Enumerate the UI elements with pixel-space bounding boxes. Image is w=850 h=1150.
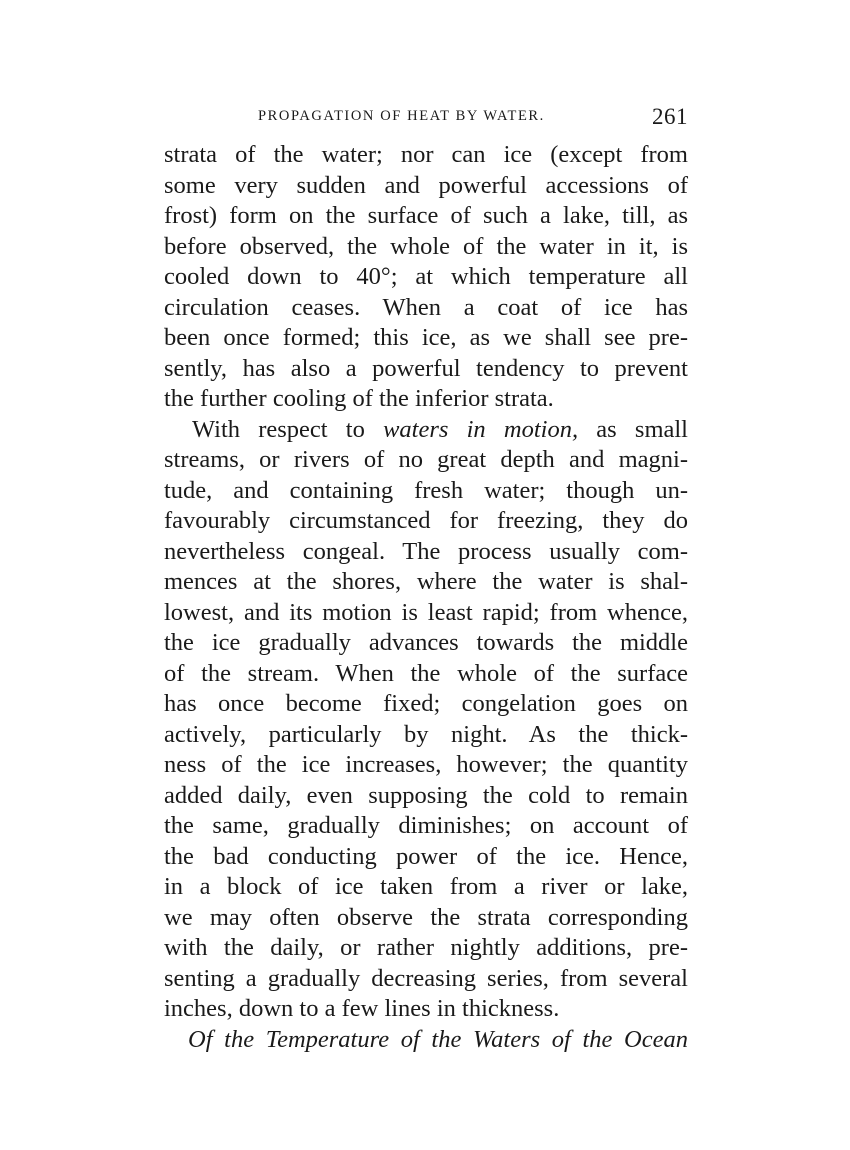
- text-line: the further cooling of the inferior strata.: [164, 385, 554, 412]
- text-line: the ice gradually advances towards the middle: [164, 629, 688, 656]
- text-line: mences at the shores, where the water is shal-: [164, 568, 688, 595]
- text-line: has once become fixed; congelation goes on: [164, 690, 688, 717]
- text-line: of the stream. When the whole of the surface: [164, 659, 688, 687]
- text-line: cooled down to 40°; at which temperature all: [164, 263, 688, 290]
- text-line: the bad conducting power of the ice. Hence,: [164, 842, 688, 870]
- paragraph-1: [164, 140, 688, 415]
- paragraph-2: [164, 415, 688, 1025]
- text-line: the same, gradually diminishes; on account of: [164, 812, 688, 839]
- text-line: actively, particularly by night. As the thick-: [164, 720, 688, 748]
- text-line: lowest, and its motion is least rapid; from whence,: [164, 598, 688, 626]
- text-line: inches, down to a few lines in thickness.: [164, 995, 560, 1022]
- text-run: as small: [578, 415, 688, 443]
- body-text: [164, 140, 688, 1055]
- text-line: with the daily, or rather nightly additions, pre-: [164, 934, 688, 961]
- text-line: in a block of ice taken from a river or lake,: [164, 873, 688, 900]
- text-line: tude, and containing fresh water; though un-: [164, 476, 688, 504]
- text-line: before observed, the whole of the water in it, is: [164, 232, 688, 260]
- text-line: nevertheless congeal. The process usually com-: [164, 537, 688, 565]
- text-line-first: [164, 415, 688, 446]
- section-heading: Of the Temperature of the Waters of the Ocean: [188, 1025, 688, 1053]
- text-line: some very sudden and powerful accessions of: [164, 171, 688, 199]
- text-line: added daily, even supposing the cold to remain: [164, 781, 688, 809]
- text-line: ness of the ice increases, however; the quantity: [164, 751, 688, 778]
- text-line: frost) form on the surface of such a lake, till, as: [164, 202, 688, 229]
- text-run: With respect to: [192, 415, 384, 443]
- text-line: strata of the water; nor can ice (except from: [164, 141, 688, 168]
- running-head: [258, 104, 688, 130]
- emphasis-text: waters in motion,: [383, 415, 579, 443]
- running-title: PROPAGATION OF HEAT BY WATER.: [258, 108, 545, 124]
- text-line: streams, or rivers of no great depth and magni-: [164, 446, 688, 473]
- text-line: sently, has also a powerful tendency to prevent: [164, 354, 688, 382]
- text-line: we may often observe the strata corresponding: [164, 903, 688, 931]
- text-line: senting a gradually decreasing series, from several: [164, 964, 688, 992]
- page-number: 261: [652, 104, 688, 129]
- text-line: been once formed; this ice, as we shall see pre-: [164, 324, 688, 351]
- text-line: favourably circumstanced for freezing, they do: [164, 507, 688, 534]
- text-line: circulation ceases. When a coat of ice has: [164, 293, 688, 321]
